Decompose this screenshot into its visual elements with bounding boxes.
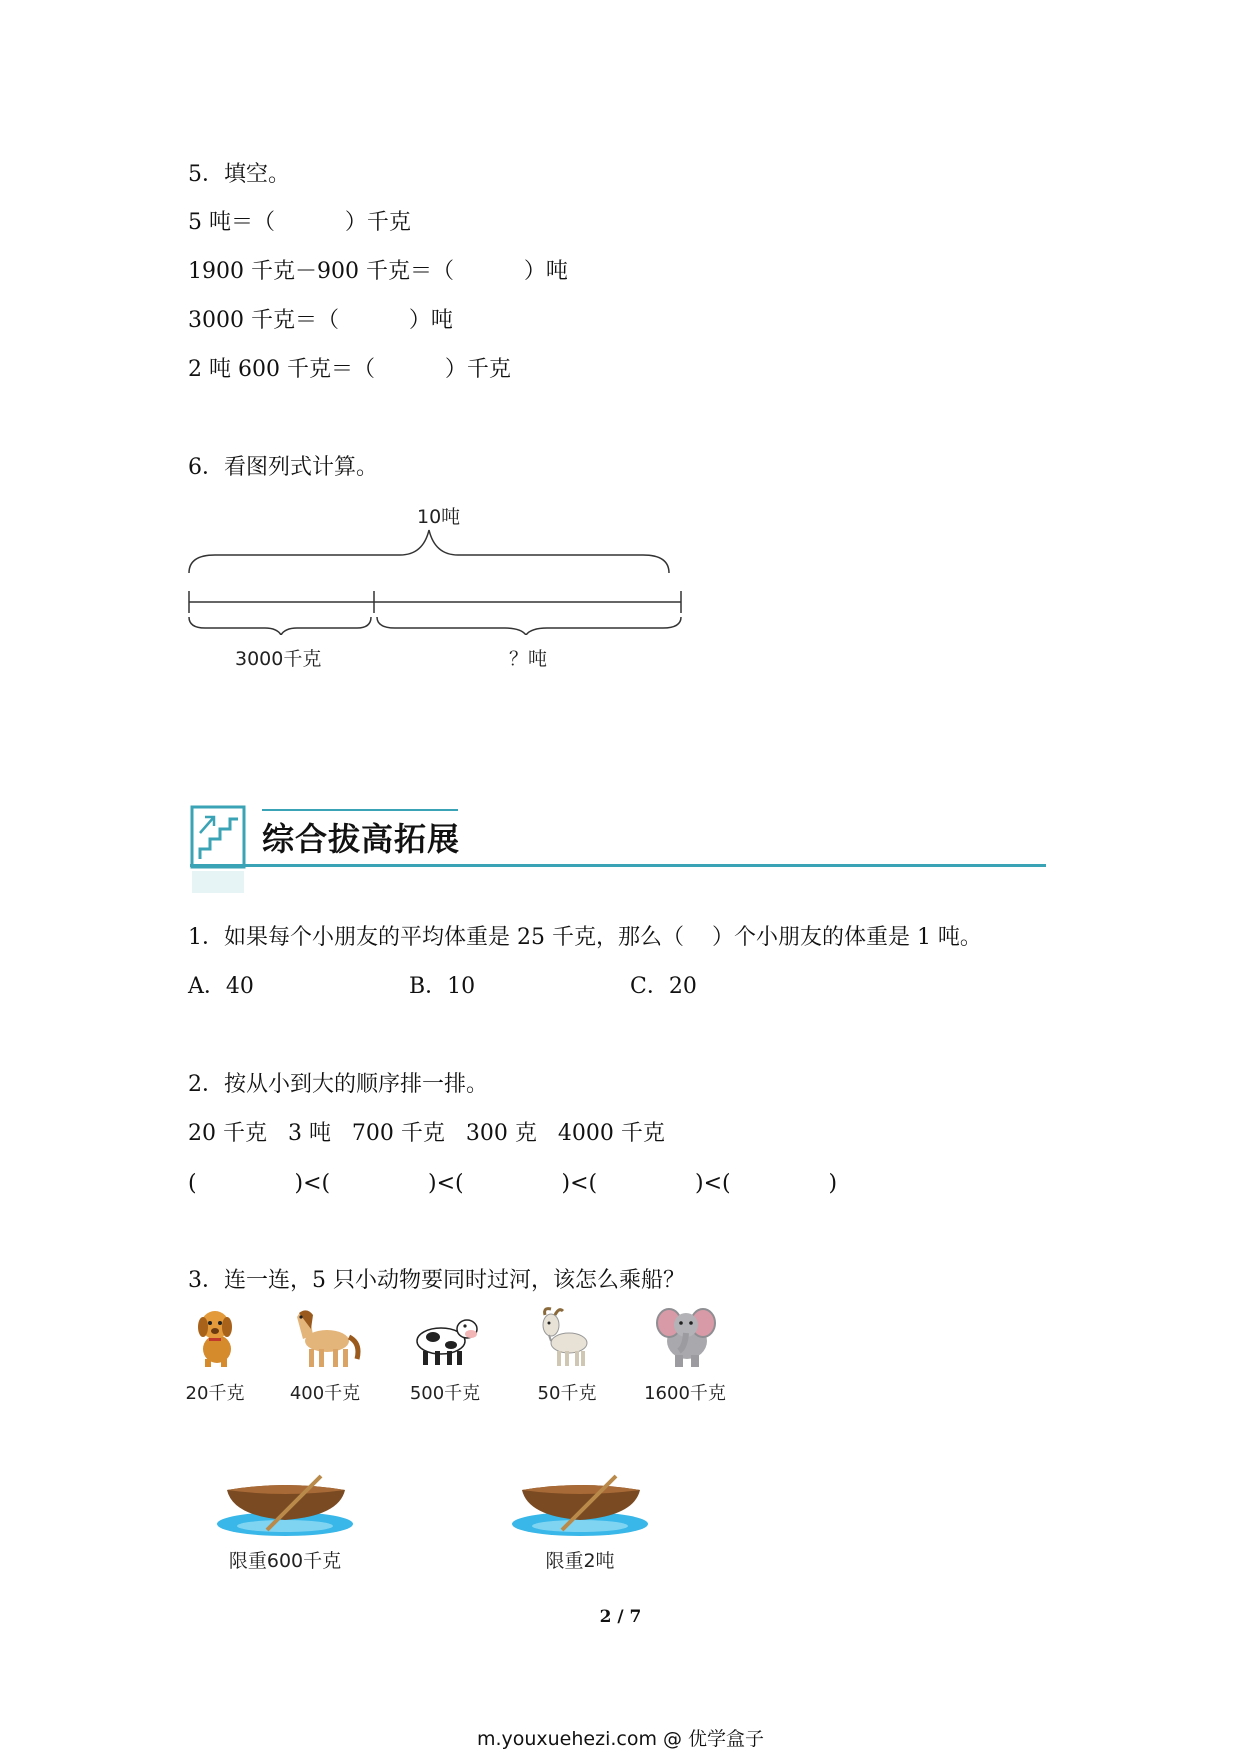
boat-icon <box>213 1472 357 1540</box>
left-brace <box>189 617 371 635</box>
dog-icon <box>187 1305 243 1369</box>
animal-weight: 1600千克 <box>644 1383 726 1404</box>
boat-1 <box>210 1472 360 1573</box>
boat-label: 限重600千克 <box>228 1550 342 1572</box>
animal-cow <box>405 1305 485 1405</box>
s1-option-c: C．20 <box>630 974 697 999</box>
staircase-icon <box>190 805 250 895</box>
elephant-icon <box>649 1305 721 1369</box>
diagram-right-label: ？吨 <box>509 648 548 670</box>
animal-weight: 50千克 <box>537 1383 597 1404</box>
q5-item-4: 2 吨 600 千克＝（ ）千克 <box>188 357 511 382</box>
animal-elephant <box>640 1305 730 1405</box>
boat-2 <box>505 1472 655 1573</box>
animal-weight: 500千克 <box>409 1383 481 1404</box>
q5-item-2: 1900 千克－900 千克＝（ ）吨 <box>188 259 568 284</box>
diagram-total-label: 10吨 <box>417 506 461 528</box>
q5-item-3: 3000 千克＝（ ）吨 <box>188 308 453 333</box>
section-top-rule <box>262 809 458 811</box>
goat-icon <box>535 1305 599 1369</box>
s3-question: 3．连一连，5 只小动物要同时过河，该怎么乘船？ <box>188 1268 685 1293</box>
section-title: 综合拔高拓展 <box>262 820 461 858</box>
right-brace <box>377 617 681 635</box>
footer-watermark: m.youxuehezi.com @ 优学盒子 <box>476 1728 765 1750</box>
boat-icon <box>508 1472 652 1540</box>
s2-values: 20 千克 3 吨 700 千克 300 克 4000 千克 <box>188 1121 665 1146</box>
s1-option-a: A．40 <box>188 974 254 999</box>
diagram-left-label: 3000千克 <box>235 648 322 670</box>
s1-option-b: B．10 <box>409 974 476 999</box>
animal-weight: 20千克 <box>185 1383 245 1404</box>
page-number: 2 / 7 <box>599 1607 642 1627</box>
animal-weight: 400千克 <box>289 1383 361 1404</box>
top-brace <box>189 530 669 573</box>
boat-label: 限重2吨 <box>545 1550 615 1572</box>
cow-icon <box>407 1305 483 1369</box>
s2-blanks: ( )<( )<( )<( )<( ) <box>188 1171 838 1196</box>
animal-dog <box>185 1305 245 1405</box>
s2-question: 2．按从小到大的顺序排一排。 <box>188 1072 488 1097</box>
section-bottom-rule <box>190 864 1046 867</box>
q6-title: 6．看图列式计算。 <box>188 455 378 480</box>
q5-title: 5．填空。 <box>188 162 290 187</box>
animal-horse <box>285 1305 365 1405</box>
q5-item-1: 5 吨＝（ ）千克 <box>188 210 411 235</box>
horse-icon <box>287 1305 363 1369</box>
segment-diagram <box>185 525 685 635</box>
animal-goat <box>532 1305 602 1405</box>
s1-question: 1．如果每个小朋友的平均体重是 25 千克，那么（ ）个小朋友的体重是 1 吨。 <box>188 925 982 950</box>
